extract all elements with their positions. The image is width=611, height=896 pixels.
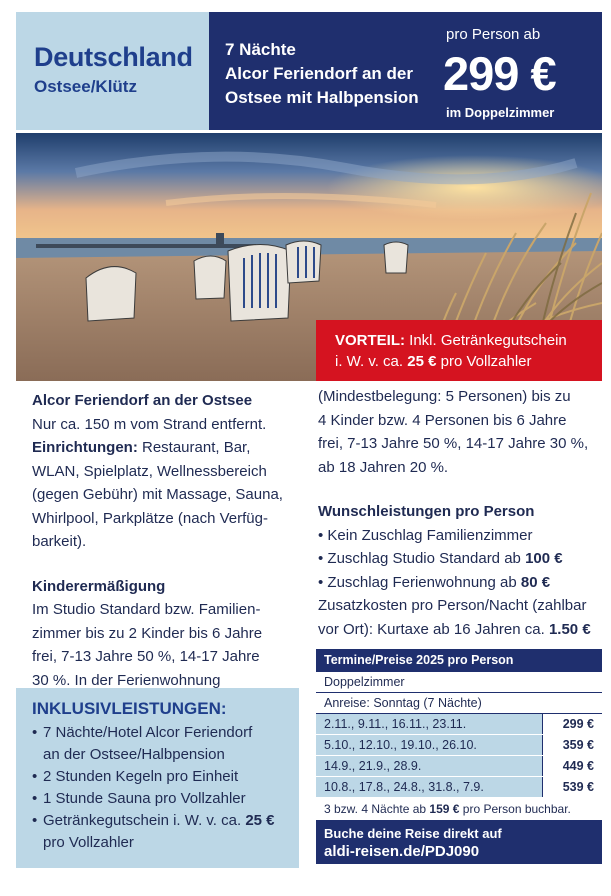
region-subtitle: Ostsee/Klütz (34, 77, 137, 96)
offer-box (209, 12, 602, 130)
facilities-text: Restaurant, Bar, (142, 439, 251, 456)
hotel-description (32, 389, 302, 692)
wishes-item-text: • Zuschlag Studio Standard ab (318, 550, 521, 567)
discount-text: (Mindestbelegung: 5 Personen) bis zu (318, 388, 571, 405)
table-row (316, 756, 602, 777)
inclusive-item-cont (32, 744, 299, 766)
table-price: 539 € (542, 777, 602, 797)
inclusive-item: • 7 Nächte/Hotel Alcor Feriendorf (32, 722, 299, 744)
discount-text: Im Studio Standard bzw. Familien- (32, 601, 261, 618)
table-price: 299 € (542, 714, 602, 734)
inclusive-item-text: 1 Stunde Sauna pro Vollzahler (43, 790, 246, 807)
wishes-list (318, 524, 602, 595)
extra-costs-text: vor Ort): Kurtaxe ab 16 Jahren ca. (318, 620, 545, 638)
wishes-item-text: • Zuschlag Ferienwohnung ab (318, 573, 517, 591)
destination-box (16, 12, 209, 130)
extra-costs (318, 618, 602, 642)
offer-line: Alcor Feriendorf an der (225, 64, 413, 83)
discount-text: 30 %. In der Ferienwohnung (32, 671, 221, 689)
wishes-title: Wunschleistungen pro Person (318, 503, 535, 520)
table-price: 449 € (542, 756, 602, 776)
table-dates: 10.8., 17.8., 24.8., 31.8., 7.9. (324, 780, 484, 794)
facilities-text: barkeit). (32, 533, 87, 550)
inclusive-title: INKLUSIVLEISTUNGEN: (32, 699, 227, 718)
price-suffix: im Doppelzimmer (446, 105, 555, 120)
inclusive-item-text: 2 Stunden Kegeln pro Einheit (43, 768, 239, 785)
table-note-text: pro Person buchbar. (462, 802, 571, 816)
offer-line: Ostsee mit Halbpension (225, 88, 419, 107)
table-note-price: 159 € (429, 802, 460, 816)
inclusive-item-text: pro Vollzahler (43, 834, 134, 851)
table-dates: 14.9., 21.9., 28.9. (324, 759, 422, 773)
inclusive-item-cont (32, 832, 299, 854)
table-note (316, 798, 602, 820)
inclusive-item-price: 25 € (245, 812, 275, 829)
hotel-title: Alcor Feriendorf an der Ostsee (32, 392, 253, 409)
advantage-amount: 25 € (407, 353, 437, 370)
table-note-text: 3 bzw. 4 Nächte ab (324, 802, 427, 816)
table-row (316, 735, 602, 756)
discount-text: 4 Kinder bzw. 4 Personen bis 6 Jahre (318, 411, 567, 429)
discount-text: ab 18 Jahren 20 %. (318, 458, 449, 476)
table-arrival-row: Anreise: Sonntag (7 Nächte) (316, 693, 602, 714)
discount-text: frei, 7-13 Jahre 50 %, 14-17 Jahre (32, 648, 260, 665)
wishes-item (318, 547, 602, 571)
table-dates: 5.10., 12.10., 19.10., 26.10. (324, 738, 477, 752)
hotel-text: Nur ca. 150 m vom Strand entfernt. (32, 415, 267, 433)
table-dates: 2.11., 9.11., 16.11., 23.11. (324, 717, 467, 731)
inclusive-item-text: an der Ostsee/Halbpension (43, 746, 225, 763)
discount-text: zimmer bis zu 2 Kinder bis 6 Jahre (32, 624, 263, 642)
booking-cta[interactable] (316, 820, 602, 864)
inclusive-box (16, 688, 299, 868)
wishes-item-price: 80 € (520, 573, 551, 591)
booking-cta-text: Buche deine Reise direkt auf (324, 826, 502, 841)
advantage-line-1 (335, 330, 592, 351)
price-table (316, 649, 602, 869)
inclusive-item-text: Getränkegutschein i. W. v. ca. (43, 812, 242, 829)
extra-costs-price: 1.50 € (548, 620, 591, 638)
discount-title: Kinderermäßigung (32, 577, 166, 595)
advantage-text: Inkl. Getränkegutschein (409, 332, 567, 349)
advantage-text: pro Vollzahler (440, 353, 532, 370)
facilities (32, 436, 302, 460)
inclusive-item: • 1 Stunde Sauna pro Vollzahler (32, 788, 299, 810)
discount-text: frei, 7-13 Jahre 50 %, 14-17 Jahre 30 %, (318, 435, 589, 452)
table-row (316, 714, 602, 735)
facilities-text: WLAN, Spielplatz, Wellnessbereich (32, 462, 267, 480)
booking-link[interactable]: aldi-reisen.de/PDJ090 (324, 843, 480, 860)
facilities-text: (gegen Gebühr) mit Massage, Sauna, (32, 486, 283, 503)
advantage-text: i. W. v. ca. (335, 353, 404, 370)
table-price: 359 € (542, 735, 602, 755)
price-prefix: pro Person ab (446, 26, 541, 43)
price-main: 299 € (443, 47, 556, 100)
right-column (318, 385, 602, 641)
inclusive-item-text: 7 Nächte/Hotel Alcor Feriendorf (43, 724, 253, 741)
wishes-item: • Kein Zuschlag Familienzimmer (318, 526, 533, 544)
advantage-banner (316, 320, 602, 381)
table-room-row: Doppelzimmer (316, 672, 602, 693)
advantage-label: VORTEIL: (335, 332, 405, 349)
offer-title (225, 38, 425, 110)
wishes-item (318, 571, 602, 595)
table-header: Termine/Preise 2025 pro Person (316, 649, 602, 672)
extra-costs: Zusatzkosten pro Person/Nacht (zahlbar (318, 597, 587, 614)
advantage-line-2 (335, 351, 592, 372)
destination-title: Deutschland (34, 42, 193, 72)
inclusive-item: • Getränkegutschein i. W. v. ca. 25 € (32, 812, 275, 829)
table-row (316, 777, 602, 798)
facilities-label: Einrichtungen: (32, 439, 138, 456)
offer-line: 7 Nächte (225, 40, 296, 59)
inclusive-item: • 2 Stunden Kegeln pro Einheit (32, 766, 299, 788)
wishes-item-price: 100 € (525, 550, 563, 567)
facilities-text: Whirlpool, Parkplätze (nach Verfüg- (32, 509, 268, 527)
